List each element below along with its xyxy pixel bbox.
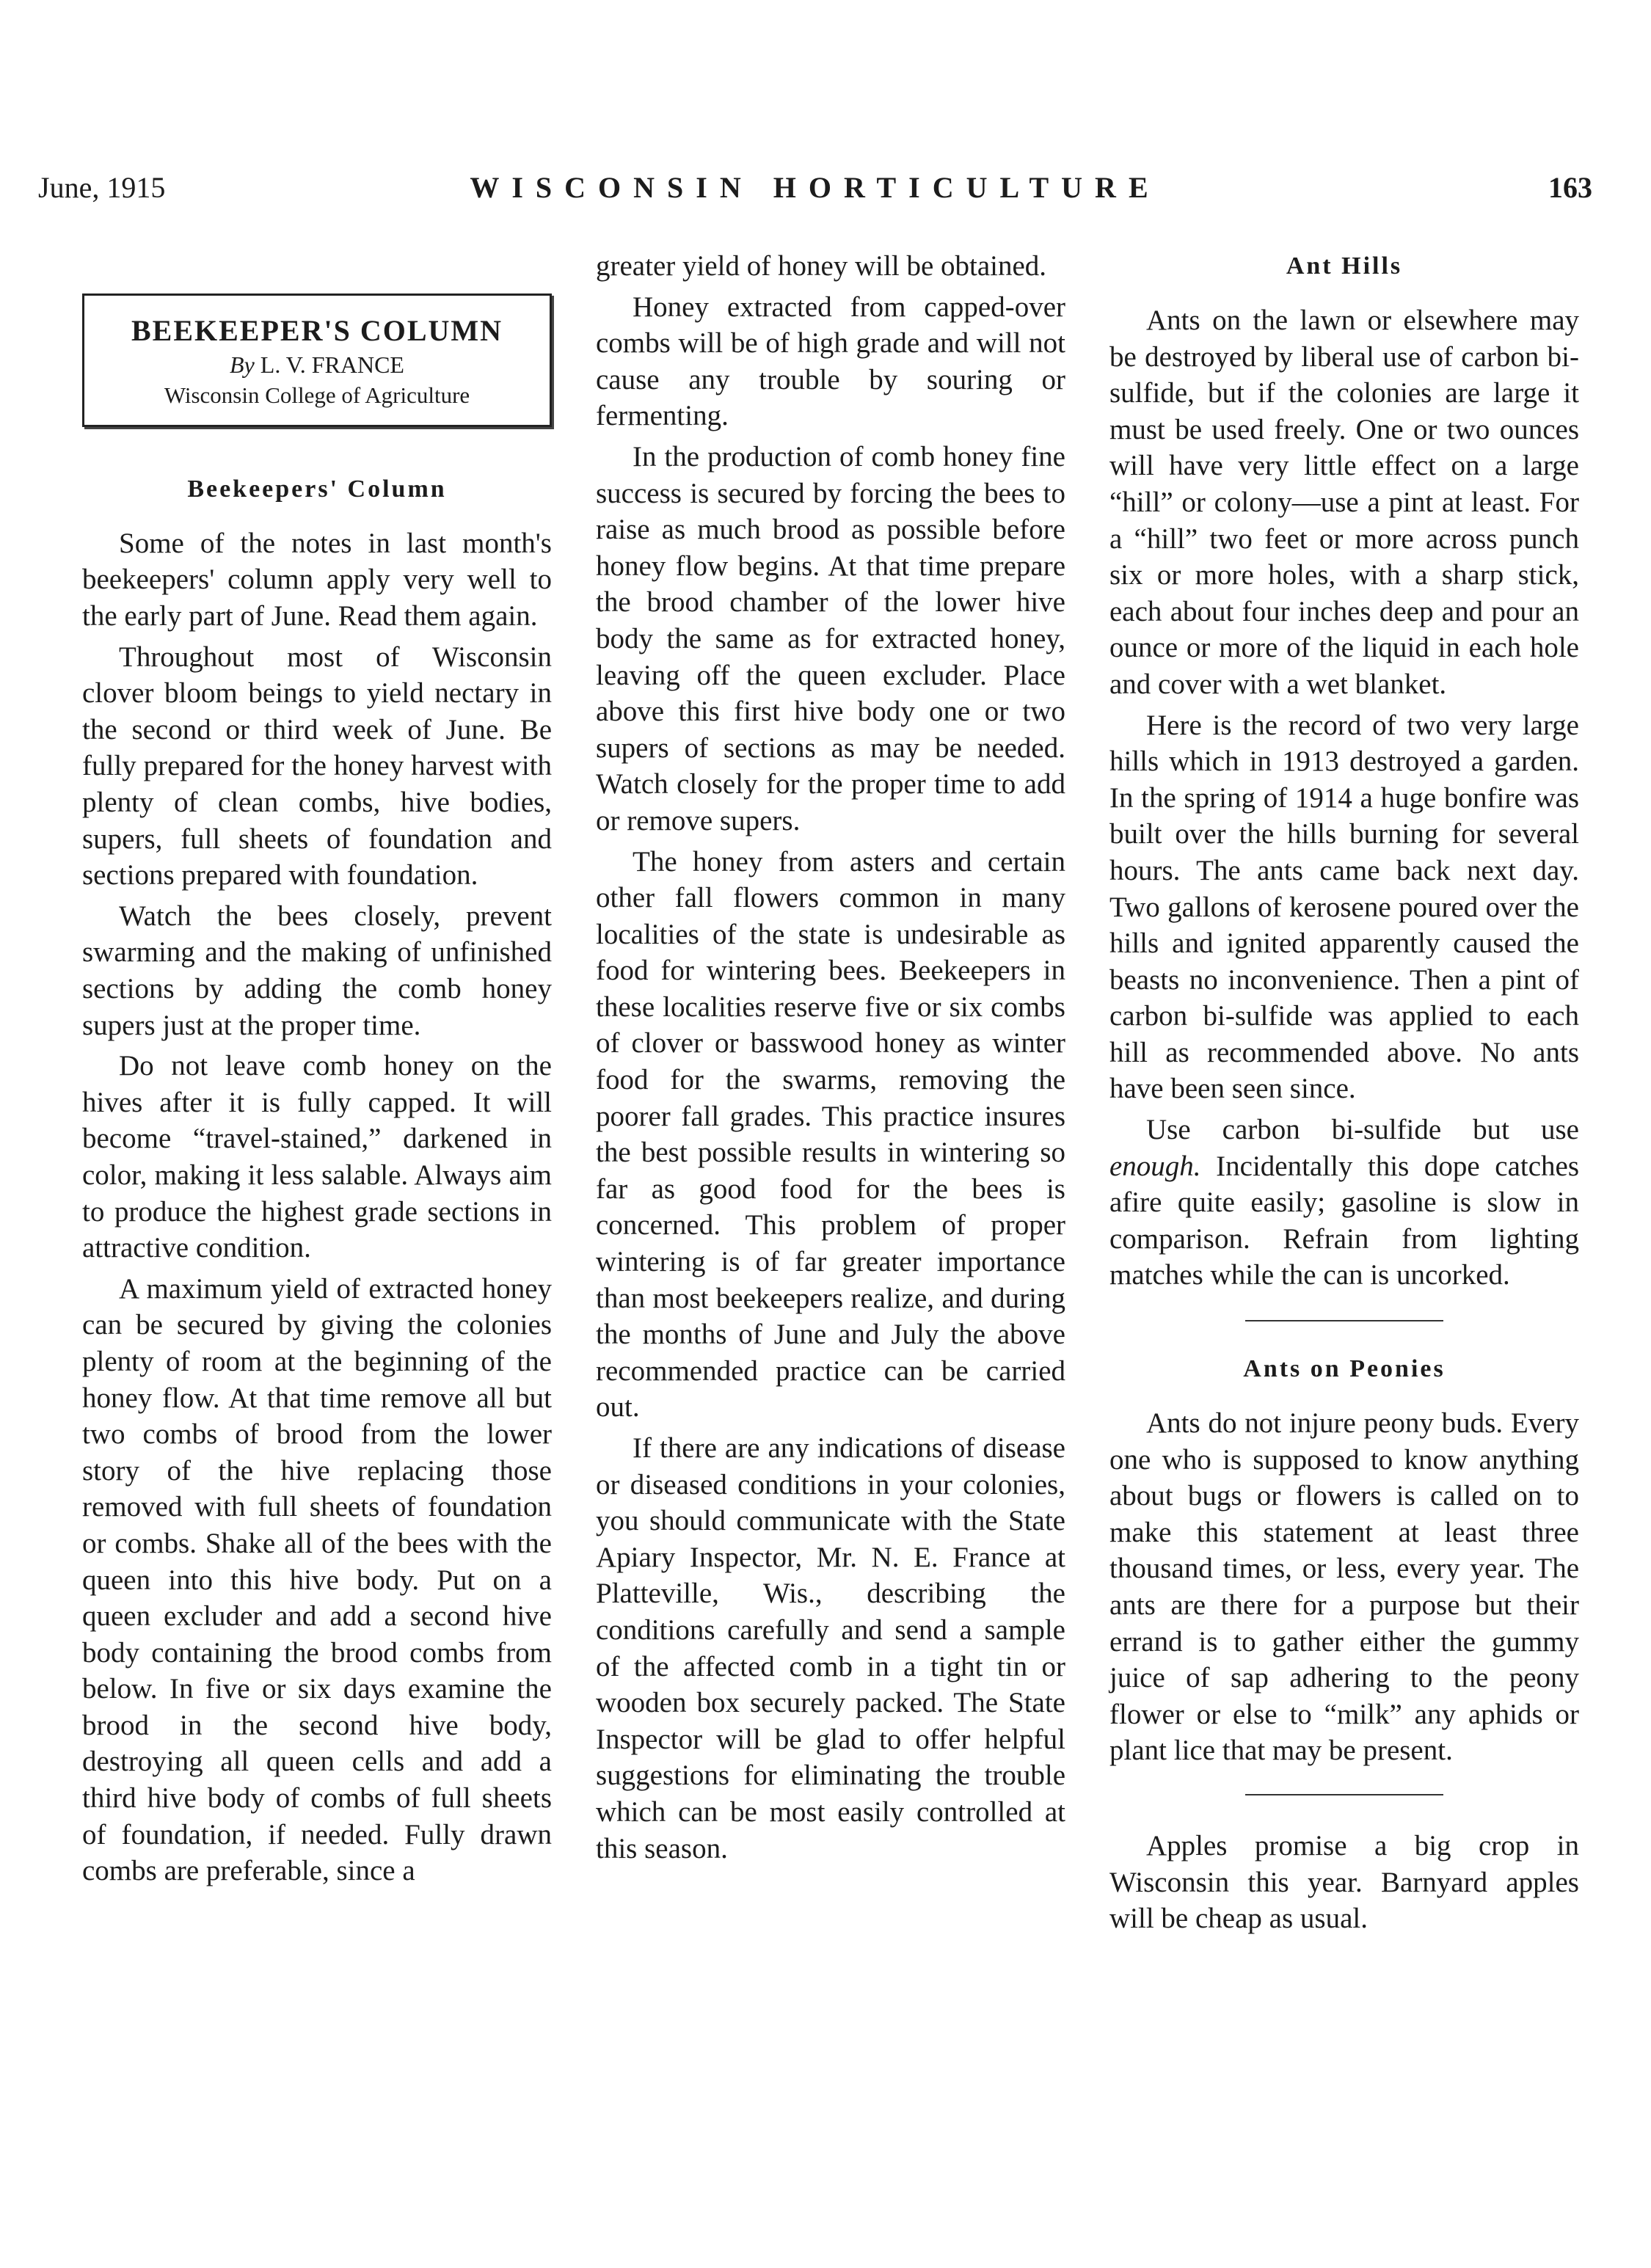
paragraph: greater yield of honey will be obtained.	[596, 250, 1047, 282]
column-title-box	[82, 293, 552, 427]
paragraph: Some of the notes in last month's beekeepers' column apply very well to the early part of June. Read them again.	[82, 527, 552, 632]
text-run: Use carbon bi-sulfide but use	[1146, 1114, 1579, 1146]
column-1	[82, 248, 552, 1894]
paragraph: The honey from asters and certain other fall flowers common in many localities of the state is undesirable as food for wintering bees. Beekeepers in these localities reserve five or six combs of clover or basswood honey as winter food for the swarms, removing the poorer fall grades. This practice insures the best possible results in wintering so far as good food for the bees is concerned. This problem of proper wintering is of far greater importance than most beekeepers realize, and during the months of June and July the above recommended practice can be carried out.	[596, 845, 1065, 1423]
section-heading-peonies: Ants on Peonies	[1243, 1355, 1446, 1383]
emphasis: enough.	[1109, 1150, 1201, 1182]
journal-title: WISCONSIN HORTICULTURE	[470, 171, 1161, 204]
paragraph: Honey extracted from capped-over combs will be of high grade and will not cause any trouble by souring or fermenting.	[596, 291, 1065, 432]
author-name: L. V. FRANCE	[260, 351, 404, 378]
byline-by: By	[230, 351, 255, 378]
byline	[92, 350, 542, 381]
divider	[1245, 1794, 1443, 1795]
paragraph: Throughout most of Wisconsin clover bloom beings to yield nectary in the second or third week of June. Be fully prepared for the honey harvest with plenty of clean combs, hive bodies, supers, full sheets of foundation and sections prepared with foundation.	[82, 641, 552, 891]
paragraph-use-enough	[1109, 1112, 1579, 1294]
paragraph: Here is the record of two very large hills which in 1913 destroyed a garden. In the spring of 1914 a huge bonfire was built over the hills burning for several hours. The ants came back next day. Two gallons of kerosene poured over the hills and ignited apparently caused the beasts no inconvenience. Then a pint of carbon bi-sulfide was applied to each hill as recommended above. No ants have been seen since.	[1109, 709, 1579, 1105]
issue-date: June, 1915	[38, 171, 166, 204]
divider	[1245, 1320, 1443, 1321]
paragraph: If there are any indications of disease or diseased conditions in your colonies, you should communicate with the State Apiary Inspector, Mr. N. E. France at Platteville, Wis., describing the conditions carefully and send a sample of the affected comb in a tight tin or wooden box securely packed. The State Inspector will be glad to offer helpful suggestions for eliminating the trouble which can be most easily controlled at this season.	[596, 1432, 1065, 1864]
section-heading-beekeepers: Beekeepers' Column	[187, 475, 447, 503]
author-affiliation: Wisconsin College of Agriculture	[164, 382, 470, 408]
paragraph: Watch the bees closely, prevent swarming and the making of unfinished sections by adding the comb honey supers just at the proper time.	[82, 900, 552, 1041]
box-title: BEEKEEPER'S COLUMN	[131, 314, 503, 347]
page-number: 163	[1548, 171, 1592, 204]
paragraph: Ants on the lawn or elsewhere may be destroyed by liberal use of carbon bi-sulfide, but if the colonies are large it must be used freely. One or two ounces will have very little effect on a large “hill” or colony—use a pint at least. For a “hill” two feet or more across punch six or more holes, with a sharp stick, each about four inches deep and pour an ounce or more of the liquid in each hole and cover with a wet blanket.	[1109, 305, 1579, 700]
paragraph: Do not leave comb honey on the hives after it is fully capped. It will become “travel-stained,” darkened in color, making it less salable. Always aim to produce the highest grade sections in attractive condition.	[82, 1050, 552, 1264]
column-3	[1109, 248, 1579, 1941]
paragraph: In the production of comb honey fine success is secured by forcing the bees to raise as much brood as possible before honey flow begins. At that time prepare the brood chamber of the lower hive body the same as for extracted honey, leaving off the queen excluder. Place above this first hive body one or two supers of sections as may be needed. Watch closely for the proper time to add or remove supers.	[596, 440, 1065, 836]
paragraph: A maximum yield of extracted honey can be secured by giving the colonies plenty of room at the beginning of the honey flow. At that time remove all but two combs of brood from the lower story of the hive replacing those removed with full sheets of foundation or combs. Shake all of the bees with the queen into this hive body. Put on a queen excluder and add a second hive body containing the brood combs from below. In five or six days examine the brood in the second hive body, destroying all queen cells and add a third hive body of combs of full sheets of foundation, if needed. Fully drawn combs are preferable, since a	[82, 1272, 552, 1887]
section-heading-ant-hills: Ant Hills	[1286, 252, 1403, 280]
column-2	[596, 248, 1065, 1871]
paragraph-apples: Apples promise a big crop in Wisconsin this year. Barnyard apples will be cheap as usual.	[1109, 1829, 1579, 1935]
paragraph: Ants do not injure peony buds. Every one who is supposed to know anything about bugs or flowers is called on to make this statement at least three thousand times, or less, every year. The ants are there for a purpose but their errand is to gather either the gummy juice of sap adhering to the peony flower or else to “milk” any aphids or plant lice that may be present.	[1109, 1407, 1579, 1767]
page-header	[38, 170, 1592, 214]
text-run: Incidentally this dope catches afire quite easily; gasoline is slow in comparison. Refrain from lighting matches while the can is uncorked.	[1109, 1150, 1580, 1291]
